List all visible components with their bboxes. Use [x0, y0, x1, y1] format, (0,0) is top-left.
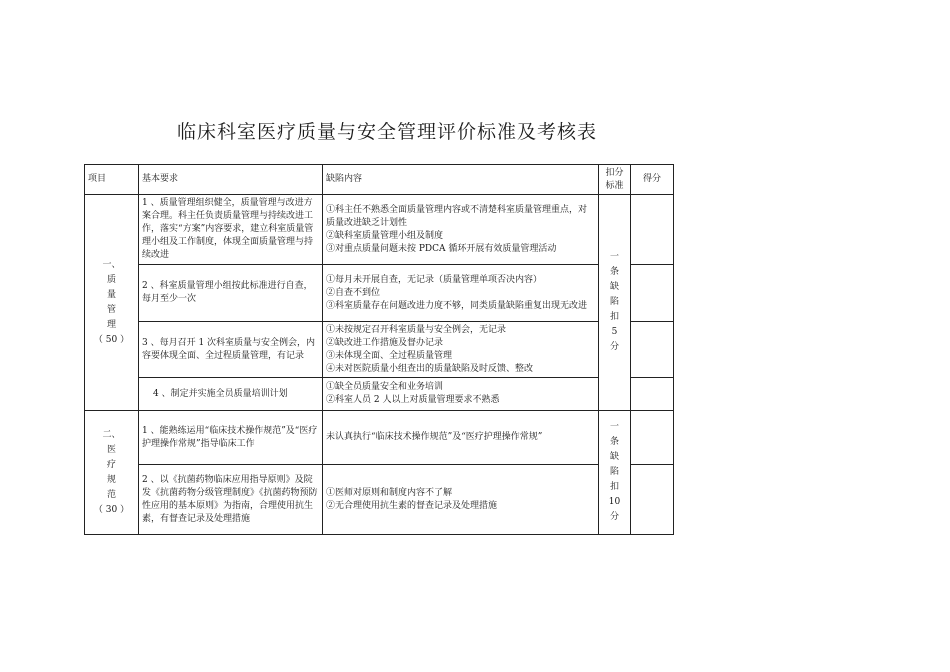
defect-cell: 未认真执行“临床技术操作规范”及“医疗护理操作常规” — [323, 411, 599, 465]
score-cell[interactable] — [631, 322, 674, 378]
header-deduction: 扣分标准 — [599, 165, 631, 195]
table-row — [85, 265, 674, 322]
defect-cell: ①科主任不熟悉全面质量管理内容或不清楚科室质量管理重点，对质量改进缺乏计划性 ②缺科室质量管理小组及制度 ③对重点质量问题未按 PDCA 循环开展有效质量管理活动 — [323, 195, 599, 265]
score-cell[interactable] — [631, 411, 674, 465]
defect-cell: ①未按规定召开科室质量与安全例会，无记录 ②缺改进工作措施及督办记录 ③未体现全面、全过程质量管理 ④未对医院质量小组查出的质量缺陷及时反馈、整改 — [323, 322, 599, 378]
table-header-row — [85, 165, 674, 195]
evaluation-table — [84, 164, 674, 535]
score-cell[interactable] — [631, 378, 674, 411]
table-row — [85, 465, 674, 535]
table-row — [85, 378, 674, 411]
defect-cell: ①每月未开展自查，无记录（质量管理单项否决内容） ②自查不到位 ③科室质量存在问题改进力度不够，同类质量缺陷重复出现无改进 — [323, 265, 599, 322]
requirement-cell: 2 、以《抗菌药物临床应用指导原则》及院发《抗菌药物分级管理制度》《抗菌药物预防性应用的基本原则》为指南，合理使用抗生素，有督查记录及处理措施 — [139, 465, 323, 535]
header-defect: 缺陷内容 — [323, 165, 599, 195]
defect-cell: ①缺全员质量安全和业务培训 ②科室人员 2 人以上对质量管理要求不熟悉 — [323, 378, 599, 411]
header-score: 得分 — [631, 165, 674, 195]
requirement-cell: 2 、科室质量管理小组按此标准进行自查，每月至少一次 — [139, 265, 323, 322]
score-cell[interactable] — [631, 195, 674, 265]
section-category: 一、 质 量 管 理 （ 50 ） — [85, 195, 139, 411]
section-category: 二、 医 疗 规 范 （ 30 ） — [85, 411, 139, 535]
table-row — [85, 411, 674, 465]
deduction-standard: 一 条 缺 陷 扣 10 分 — [599, 411, 631, 535]
table-row — [85, 322, 674, 378]
requirement-cell: 1 、能熟练运用“临床技术操作规范”及“医疗护理操作常规”指导临床工作 — [139, 411, 323, 465]
deduction-standard: 一 条 缺 陷 扣 5 分 — [599, 195, 631, 411]
requirement-cell: 3 、每月召开 1 次科室质量与安全例会，内容要体现全面、全过程质量管理，有记录 — [139, 322, 323, 378]
page-title: 临床科室医疗质量与安全管理评价标准及考核表 — [176, 121, 597, 143]
header-item: 项目 — [85, 165, 139, 195]
score-cell[interactable] — [631, 265, 674, 322]
header-requirement: 基本要求 — [139, 165, 323, 195]
requirement-cell: 1 、质量管理组织健全，质量管理与改进方案合理。科主任负责质量管理与持续改进工作，落实“方案”内容要求，建立科室质量管理小组及工作制度，体现全面质量管理与持续改进 — [139, 195, 323, 265]
score-cell[interactable] — [631, 465, 674, 535]
table-row — [85, 195, 674, 265]
requirement-cell: 4 、制定并实施全员质量培训计划 — [139, 378, 323, 411]
defect-cell: ①医师对原则和制度内容不了解 ②无合理使用抗生素的督查记录及处理措施 — [323, 465, 599, 535]
